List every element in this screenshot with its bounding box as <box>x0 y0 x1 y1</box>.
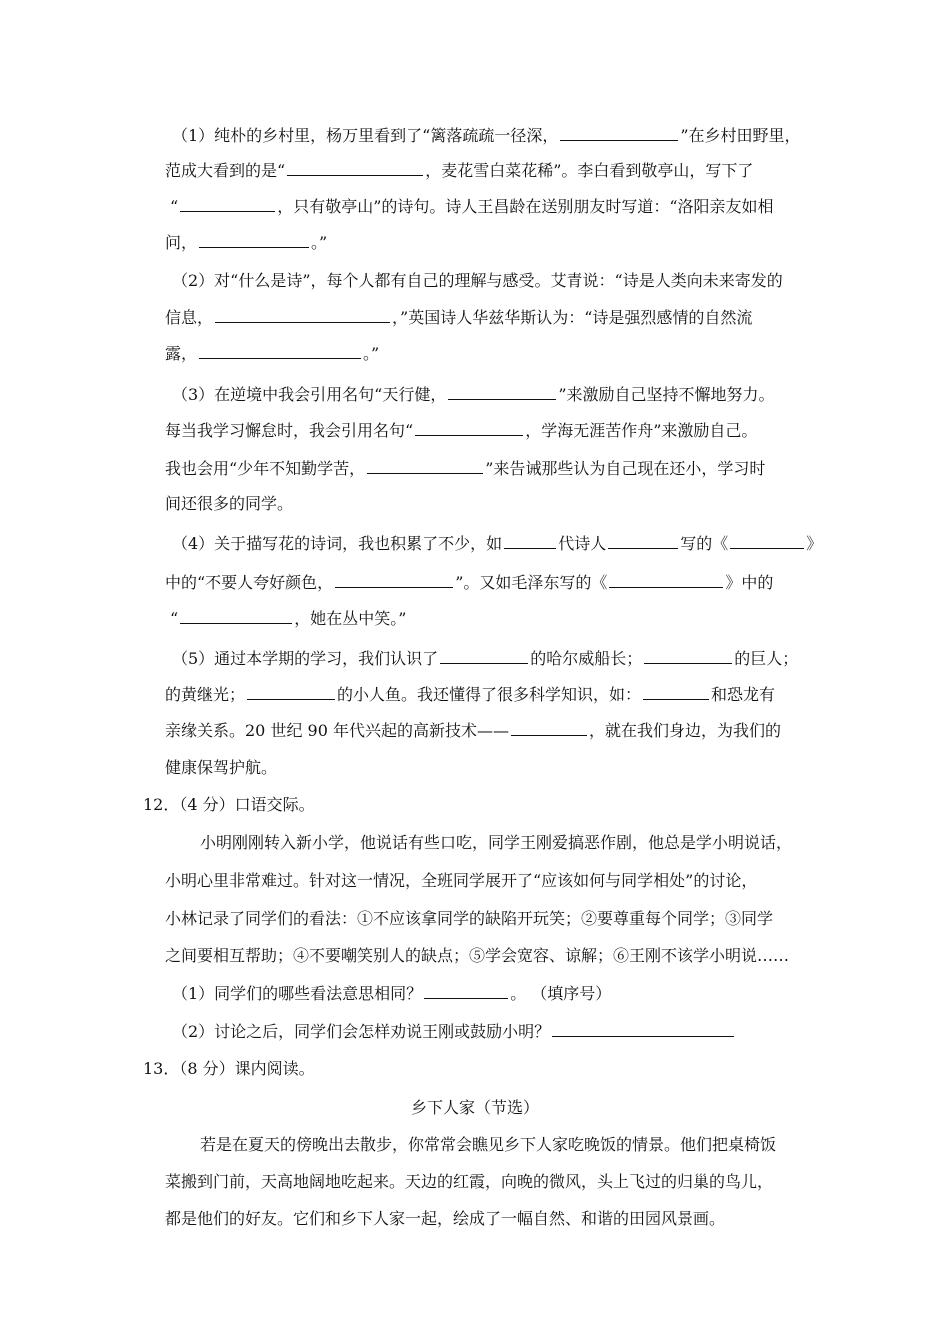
q11-2-line-1: （2）对“什么是诗”，每个人都有自己的理解与感受。艾青说：“诗是人类向未来寄发的 <box>172 271 783 290</box>
answer-blank[interactable] <box>180 608 292 624</box>
q11-5-line-1: （5）通过本学期的学习，我们认识了 的哈尔威船长； 的巨人； <box>172 649 799 668</box>
answer-blank[interactable] <box>448 384 556 400</box>
answer-blank[interactable] <box>560 125 678 141</box>
answer-blank[interactable] <box>415 420 523 436</box>
q11-5-line-3: 亲缘关系。20 世纪 90 年代兴起的高新技术—— ，就在我们身边，为我们的 <box>165 721 781 740</box>
answer-blank[interactable] <box>335 572 453 588</box>
q11-1-line-1: （1）纯朴的乡村里，杨万里看到了“篱落疏疏一径深， ”在乡村田野里， <box>172 126 801 145</box>
q12-paragraph-line-4: 之间要相互帮助；④不要嘲笑别人的缺点；⑤学会宽容、谅解；⑥王刚不该学小明说…… <box>165 946 790 965</box>
answer-blank[interactable] <box>644 648 732 664</box>
q11-4-line-2: 中的“不要人夸好颜色， ”。又如毛泽东写的《 》中的 <box>165 573 774 592</box>
q11-4-line-1: （4）关于描写花的诗词，我也积累了不少，如 代诗人 写的《 》 <box>172 534 823 553</box>
answer-blank[interactable] <box>609 572 723 588</box>
answer-blank[interactable] <box>643 684 709 700</box>
answer-blank[interactable] <box>247 684 335 700</box>
q11-3-line-2: 每当我学习懈怠时，我会引用名句“ ，学海无涯苦作舟”来激励自己。 <box>165 421 758 440</box>
answer-blank[interactable] <box>424 983 508 999</box>
q11-2-line-2: 信息， ，”英国诗人华兹华斯认为：“诗是强烈感情的自然流 <box>165 308 753 327</box>
answer-blank[interactable] <box>504 533 556 549</box>
q11-2-line-3: 露， 。” <box>165 344 380 363</box>
answer-blank[interactable] <box>199 343 361 359</box>
q13-heading: 13．（8 分）课内阅读。 <box>143 1059 315 1078</box>
q11-5-line-4: 健康保驾护航。 <box>165 758 278 777</box>
answer-blank[interactable] <box>367 458 483 474</box>
q12-paragraph-line-2: 小明心里非常难过。针对这一情况，全班同学展开了“应该如何与同学相处”的讨论， <box>165 871 758 890</box>
q11-1-line-3: “ ，只有敬亭山”的诗句。诗人王昌龄在送别朋友时写道：“洛阳亲友如相 <box>170 197 774 216</box>
passage-line-2: 菜搬到门前，天高地阔地吃起来。天边的红霞，向晚的微风，头上飞过的归巢的鸟儿， <box>165 1172 774 1191</box>
answer-blank[interactable] <box>199 232 309 248</box>
answer-blank[interactable] <box>608 533 678 549</box>
q11-3-line-3: 我也会用“少年不知勤学苦， ”来告诫那些认为自己现在还小，学习时 <box>165 459 766 478</box>
passage-line-1: 若是在夏天的傍晚出去散步，你常常会瞧见乡下人家吃晚饭的情景。他们把桌椅饭 <box>200 1135 777 1154</box>
answer-blank[interactable] <box>215 307 390 323</box>
answer-blank[interactable] <box>511 720 587 736</box>
q11-1-line-4: 问， 。” <box>165 233 328 252</box>
answer-blank[interactable] <box>440 648 528 664</box>
q11-4-line-3: “ ，她在丛中笑。” <box>170 609 407 628</box>
q11-3-line-1: （3）在逆境中我会引用名句“天行健， ”来激励自己坚持不懈地努力。 <box>172 385 775 404</box>
passage-line-3: 都是他们的好友。它们和乡下人家一起，绘成了一幅自然、和谐的田园风景画。 <box>165 1209 726 1228</box>
q11-1-line-2: 范成大看到的是“ ，麦花雪白菜花稀”。李白看到敬亭山，写下了 <box>165 161 754 180</box>
q12-paragraph-line-3: 小林记录了同学们的看法：①不应该拿同学的缺陷开玩笑；②要尊重每个同学；③同学 <box>165 909 774 928</box>
q12-heading: 12．（4 分）口语交际。 <box>143 795 315 814</box>
answer-blank[interactable] <box>287 160 423 176</box>
answer-blank[interactable] <box>552 1021 734 1037</box>
q12-paragraph-line-1: 小明刚刚转入新小学，他说话有些口吃，同学王刚爱搞恶作剧，他总是学小明说话， <box>200 833 793 852</box>
answer-blank[interactable] <box>730 533 804 549</box>
q12-sub-question-2: （2）讨论之后，同学们会怎样劝说王刚或鼓励小明？ <box>172 1021 736 1042</box>
passage-title: 乡下人家（节选） <box>410 1098 539 1117</box>
answer-blank[interactable] <box>180 196 275 212</box>
q11-5-line-2: 的黄继光； 的小人鱼。我还懂得了很多科学知识，如： 和恐龙有 <box>165 685 776 704</box>
q12-sub-question-1: （1）同学们的哪些看法意思相同？ 。 （填序号） <box>172 984 612 1003</box>
q11-3-line-4: 间还很多的同学。 <box>165 494 294 513</box>
